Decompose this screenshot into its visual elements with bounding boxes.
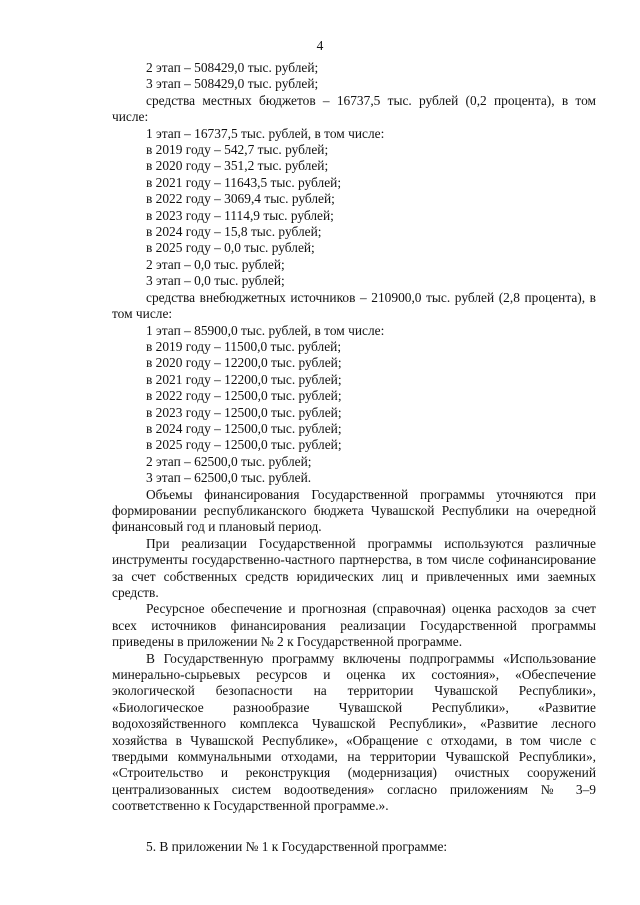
text-line: 1 этап – 16737,5 тыс. рублей, в том числе: xyxy=(146,125,385,141)
page-number: 4 xyxy=(316,38,324,53)
paragraph: Объемы финансирования Государственной программы уточняются при формировании республиканского бюджета Чувашской Республики на очередной финансовый год и плановый период. xyxy=(112,486,596,535)
text-line: в 2025 году – 0,0 тыс. рублей; xyxy=(146,240,315,256)
paragraph: Ресурсное обеспечение и прогнозная (справочная) оценка расходов за счет всех источников финансирования реализации Государственной программы приведены в приложении № 2 к Государственной программе. xyxy=(112,601,596,650)
section-heading: 5. В приложении № 1 к Государственной программе: xyxy=(146,838,448,854)
text-line: 2 этап – 508429,0 тыс. рублей; xyxy=(146,60,319,75)
text-line: 3 этап – 0,0 тыс. рублей; xyxy=(146,273,285,289)
text-line: в 2023 году – 12500,0 тыс. рублей; xyxy=(146,404,342,420)
text-line: в 2020 году – 351,2 тыс. рублей; xyxy=(146,158,329,174)
text-line: в 2022 году – 3069,4 тыс. рублей; xyxy=(146,191,335,207)
text-line: в 2024 году – 15,8 тыс. рублей; xyxy=(146,224,322,240)
text-line: в 2019 году – 542,7 тыс. рублей; xyxy=(146,142,329,158)
text-line: в 2024 году – 12500,0 тыс. рублей; xyxy=(146,420,342,436)
paragraph-local-budgets: средства местных бюджетов – 16737,5 тыс. рублей (0,2 процента), в том числе: xyxy=(112,92,596,125)
text-line: 3 этап – 62500,0 тыс. рублей. xyxy=(146,470,312,486)
paragraph-extrabudgetary: средства внебюджетных источников – 210900,0 тыс. рублей (2,8 процента), в том числе: xyxy=(112,289,596,322)
spacer xyxy=(112,815,596,839)
text-line: 3 этап – 508429,0 тыс. рублей; xyxy=(146,76,319,92)
text-line: 2 этап – 62500,0 тыс. рублей; xyxy=(146,453,312,469)
text-line: 1 этап – 85900,0 тыс. рублей, в том числе: xyxy=(146,322,385,338)
paragraph: В Государственную программу включены подпрограммы «Использование минерально-сырьевых ресурсов и оценка их состояния», «Обеспечение экологической безопасности на территории Чувашской Республики», «Биологическое разнообразие Чувашской Республики», «Развитие водохозяйственного комплекса Чувашской Республики», «Развитие лесного хозяйства в Чувашской Республике», «Обращение с отходами, в том числе с твердыми коммунальными отходами, на территории Чувашской Республики», «Строительство и реконструкция (модернизация) очистных сооружений централизованных систем водоотведения» согласно приложениям № 3–9 соответственно к Государственной программе.». xyxy=(112,650,596,814)
text-line: в 2021 году – 11643,5 тыс. рублей; xyxy=(146,174,342,190)
text-line: в 2022 году – 12500,0 тыс. рублей; xyxy=(146,388,342,404)
document-body xyxy=(112,60,596,855)
paragraph: При реализации Государственной программы используются различные инструменты государственно-частного партнерства, в том числе софинансирование за счет собственных средств юридических лиц и привлеченных ими заемных средств. xyxy=(112,535,596,600)
text-line: в 2021 году – 12200,0 тыс. рублей; xyxy=(146,371,342,387)
text-line: в 2023 году – 1114,9 тыс. рублей; xyxy=(146,207,334,223)
text-line: в 2025 году – 12500,0 тыс. рублей; xyxy=(146,437,342,453)
text-line: в 2020 году – 12200,0 тыс. рублей; xyxy=(146,355,342,371)
text-line: в 2019 году – 11500,0 тыс. рублей; xyxy=(146,338,342,354)
text-line: 2 этап – 0,0 тыс. рублей; xyxy=(146,256,285,272)
